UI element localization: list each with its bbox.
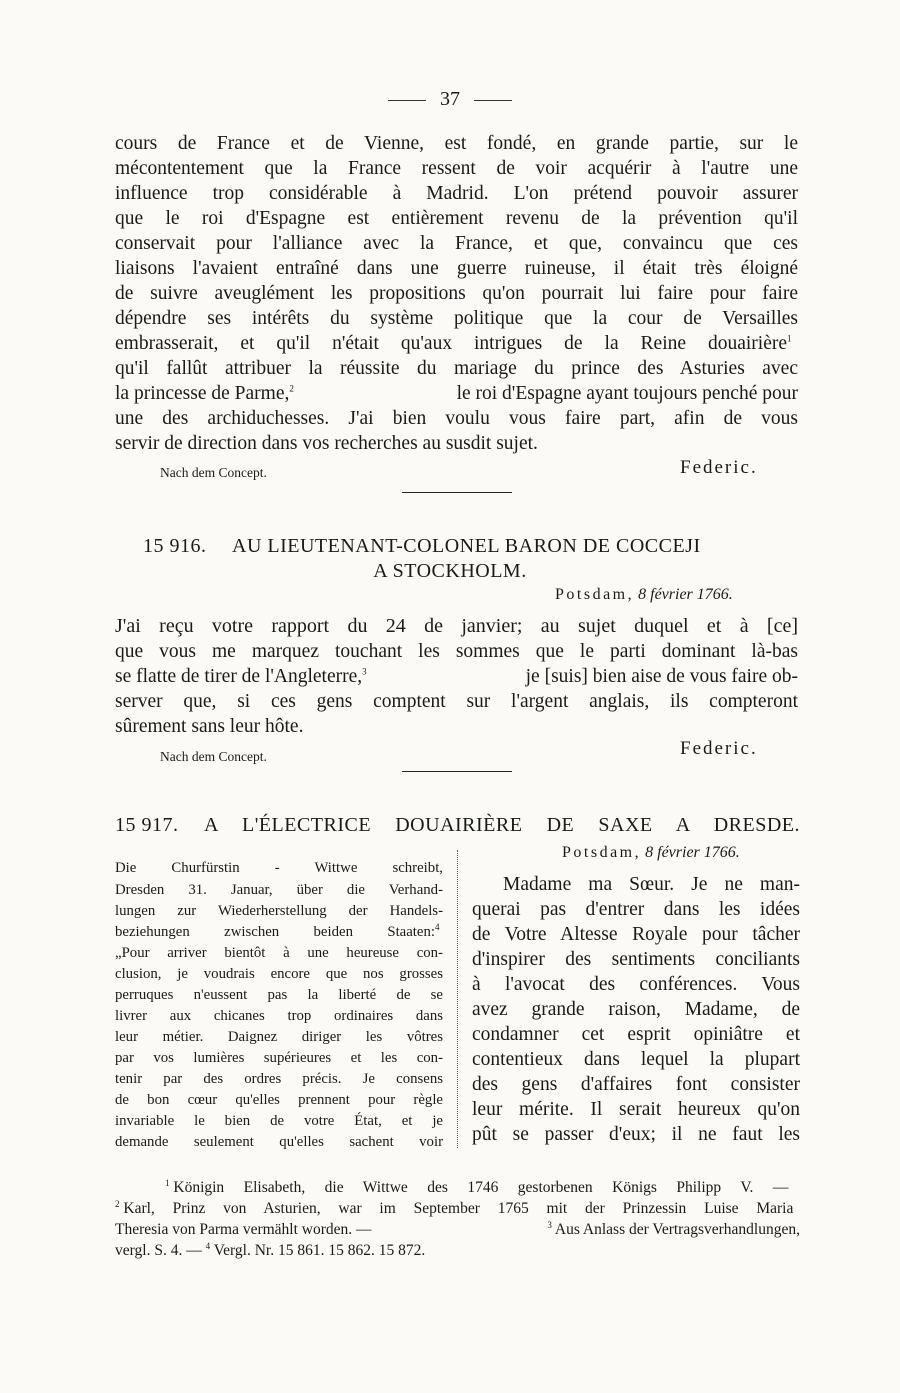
summary-line <box>115 922 443 943</box>
text-line: d'inspirer des sentiments conciliants <box>472 949 800 970</box>
text-line: querai pas d'entrer dans les idées <box>472 899 800 920</box>
dateline <box>555 586 733 604</box>
signature: Federic. <box>680 457 758 478</box>
footnote-mark: 4 <box>205 1240 211 1251</box>
letter-number <box>115 814 179 837</box>
dateline-place: Potsdam, <box>555 586 635 603</box>
text-line: conservait pour l'alliance avec la France, et que, convaincu que ces <box>115 233 798 254</box>
summary-line: „Pour arriver bientôt à une heureuse con- <box>115 945 443 961</box>
dateline-place: Potsdam, <box>562 844 642 861</box>
footnote-text: Königin Elisabeth, die Wittwe des 1746 gestorbenen Königs Philipp V. — <box>173 1179 789 1196</box>
text-line: condamner cet esprit opiniâtre et <box>472 1024 800 1045</box>
footnote-text: vergl. S. 4. — <box>115 1242 202 1259</box>
footnote-line <box>165 1178 800 1199</box>
text-line-part: je [suis] bien aise de vous faire ob- <box>525 666 798 687</box>
text-line: que vous me marquez touchant les sommes que le parti dominant là-bas <box>115 641 798 662</box>
text-line-part: le roi d'Espagne ayant toujours penché pour <box>456 383 798 404</box>
page-number-dash-right <box>474 100 512 101</box>
text-line: de suivre aveuglément les propositions qu'on pourrait lui faire pour faire <box>115 283 798 304</box>
summary-line: demande seulement qu'elles sachent voir <box>115 1134 443 1150</box>
footnote-part <box>547 1220 800 1241</box>
text-line: servir de direction dans vos recherches au susdit sujet. <box>115 433 538 454</box>
summary-line: Dresden 31. Januar, über die Verhand- <box>115 882 443 898</box>
text-line: J'ai reçu votre rapport du 24 de janvier; au sujet duquel et à [ce] <box>115 615 798 637</box>
summary-line-part: beziehungen zwischen beiden Staaten: <box>115 924 435 940</box>
letter-number-text: 15 916. <box>143 535 207 557</box>
text-line: dépendre ses intérêts du système politique que la cour de Versailles <box>115 308 798 329</box>
text-line: leur mérite. Il serait heureux qu'on <box>472 1099 800 1120</box>
text-line: qu'il fallût attribuer la réussite du mariage du prince des Asturies avec <box>115 358 798 379</box>
footnote-mark: 3 <box>547 1219 552 1230</box>
text-line: pût se passer d'eux; il ne faut les <box>472 1124 800 1145</box>
text-line: de Votre Altesse Royale pour tâcher <box>472 924 800 945</box>
text-line: mécontentement que la France ressent de voir acquérir à l'autre une <box>115 158 798 179</box>
text-line: que le roi d'Espagne est entièrement revenu de la prévention qu'il <box>115 208 798 229</box>
text-line <box>115 331 798 356</box>
text-line: Madame ma Sœur. Je ne man- <box>503 874 800 895</box>
summary-line: tenir par des ordres précis. Je consens <box>115 1071 443 1087</box>
text-line-part: embrasserait, et qu'il n'était qu'aux intrigues de la Reine douairière <box>115 333 787 354</box>
footnote-text: Vergl. Nr. 15 861. 15 862. 15 872. <box>213 1242 426 1259</box>
dateline-date: 8 février 1766. <box>638 586 733 603</box>
page-number-dash-left <box>388 100 426 101</box>
footnote-line <box>115 1220 800 1241</box>
source-note: Nach dem Concept. <box>160 465 267 480</box>
footnote-line <box>115 1241 425 1262</box>
footnote-ref: 2 <box>289 383 294 394</box>
text-line: contentieux dans lequel la plupart <box>472 1049 800 1070</box>
text-line <box>115 381 798 406</box>
letter-heading: AU LIEUTENANT-COLONEL BARON DE COCCEJI <box>232 535 701 557</box>
footnote-mark: 2 <box>115 1198 120 1209</box>
text-line: influence trop considérable à Madrid. L'on prétend pouvoir assurer <box>115 183 798 204</box>
footnote-ref: 3 <box>362 666 367 677</box>
text-line-part: la princesse de Parme, <box>115 383 290 404</box>
footnote-text: Theresia von Parma vermählt worden. — <box>115 1221 372 1238</box>
summary-line: perruques n'eussent pas la liberté de se <box>115 987 443 1003</box>
summary-line: invariable le bien de votre État, et je <box>115 1113 443 1129</box>
footnote-ref: 1 <box>787 333 792 344</box>
footnote-text: Aus Anlass der Vertragsverhandlungen, <box>554 1221 800 1238</box>
text-line: server que, si ces gens comptent sur l'argent anglais, ils compteront <box>115 691 798 712</box>
summary-line: de bon cœur qu'elles prennent pour règle <box>115 1092 443 1108</box>
letter-number-text: 15 917. <box>115 814 179 836</box>
section-divider <box>402 492 512 493</box>
column-divider <box>457 850 458 1148</box>
letter-heading-line2: A STOCKHOLM. <box>373 560 527 582</box>
dateline-date: 8 février 1766. <box>645 844 740 861</box>
source-note: Nach dem Concept. <box>160 749 267 764</box>
summary-line-text: Die Churfürstin - Wittwe schreibt, <box>115 860 443 876</box>
text-line: des gens d'affaires font consister <box>472 1074 800 1095</box>
summary-line: lungen zur Wiederherstellung der Handels- <box>115 903 443 919</box>
page-number <box>0 88 900 111</box>
text-line: sûrement sans leur hôte. <box>115 716 304 737</box>
footnote-line <box>115 1199 800 1220</box>
text-line: cours de France et de Vienne, est fondé, en grande partie, sur le <box>115 133 798 154</box>
summary-line: leur métier. Daignez diriger les vôtres <box>115 1029 443 1045</box>
letter-number <box>143 535 207 558</box>
section-divider <box>402 771 512 772</box>
summary-line: clusion, je voudrais encore que nos grosses <box>115 966 443 982</box>
footnote-mark: 1 <box>165 1177 170 1188</box>
text-line: une des archiduchesses. J'ai bien voulu vous faire part, afin de vous <box>115 408 798 429</box>
letter-heading: A L'ÉLECTRICE DOUAIRIÈRE DE SAXE A DRESDE. <box>204 814 800 836</box>
footnote-text: Karl, Prinz von Asturien, war im September 1765 mit der Prinzessin Luise Maria <box>123 1200 794 1217</box>
dateline <box>562 844 740 862</box>
page-number-text: 37 <box>440 88 460 110</box>
footnote-ref: 4 <box>435 922 440 933</box>
text-line: à l'avocat des conférences. Vous <box>472 974 800 995</box>
text-line <box>115 664 798 689</box>
text-line-part: se flatte de tirer de l'Angleterre, <box>115 666 363 687</box>
summary-line <box>115 858 443 879</box>
summary-line: livrer aux chicanes trop ordinaires dans <box>115 1008 443 1024</box>
signature: Federic. <box>680 738 758 759</box>
text-line: avez grande raison, Madame, de <box>472 999 800 1020</box>
text-line: liaisons l'avaient entraîné dans une guerre ruineuse, il était très éloigné <box>115 258 798 279</box>
summary-line: par vos lumières supérieures et les con- <box>115 1050 443 1066</box>
